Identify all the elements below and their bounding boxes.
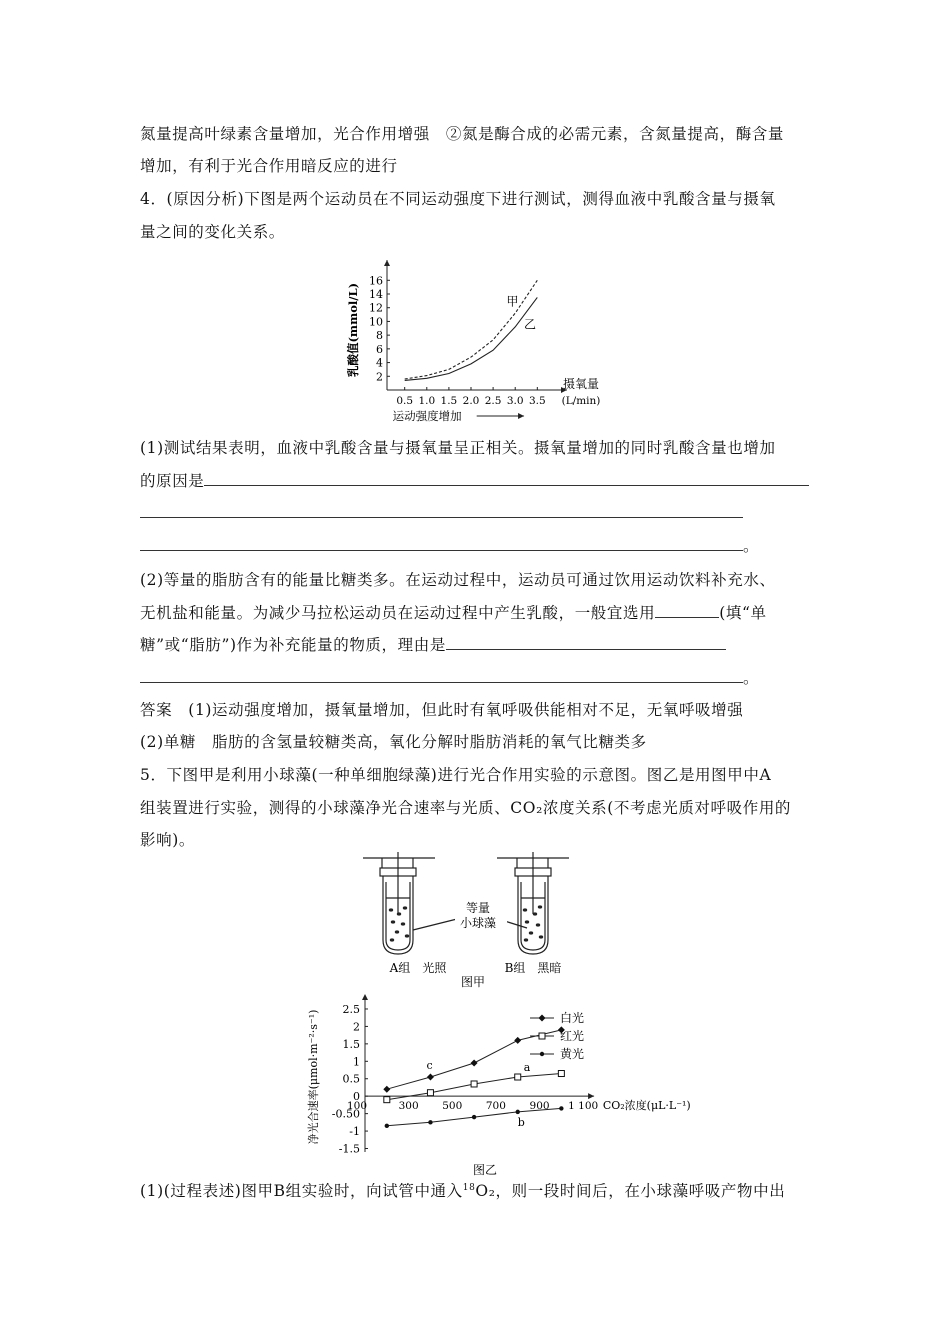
y-tick-label: 0: [353, 1090, 360, 1104]
answer-line: (2)单糖 脂肪的含氢量较糖类高，氧化分解时脂肪消耗的氧气比糖类多: [140, 733, 647, 751]
x-extra-label: 运动强度增加: [392, 409, 462, 423]
question-4-line: 量之间的变化关系。: [140, 223, 285, 241]
y-tick-label: -0.50: [331, 1107, 360, 1121]
y-tick-label: 10: [369, 315, 383, 329]
legend-marker-white-light: [539, 1015, 546, 1022]
question-4-2-line: [140, 634, 726, 656]
y-tick-label: 0.5: [342, 1072, 360, 1086]
question-text: 无机盐和能量。为减少马拉松运动员在运动过程中产生乳酸，一般宜选用: [140, 604, 656, 622]
question-text: (1)(过程表述)图甲B组实验时，向试管中通入: [140, 1182, 463, 1201]
series-line-white-light: [387, 1030, 562, 1089]
y-tick-label: -1.5: [338, 1142, 360, 1156]
question-5-line: 影响)。: [140, 831, 195, 849]
series-label-jia: 甲: [506, 294, 519, 309]
question-4-line: 4．(原因分析)下图是两个运动员在不同运动强度下进行测试，测得血液中乳酸含量与摄氧: [140, 190, 776, 208]
x-axis-arrow: [588, 1093, 594, 1099]
chart-caption: 图乙: [472, 1163, 498, 1177]
question-text: (填“单: [719, 604, 767, 622]
x-tick-label: 1 100: [568, 1100, 599, 1113]
y-tick-label: 14: [369, 288, 383, 301]
y-tick-label: 1: [353, 1055, 360, 1069]
y-tick-label: -1: [349, 1125, 360, 1139]
question-5-line: 组装置进行实验，测得的小球藻净光合速率与光质、CO₂浓度关系(不考虑光质对呼吸作用的: [140, 799, 792, 817]
annotation-a: a: [523, 1061, 531, 1074]
label-equal-amount: 等量: [465, 901, 491, 915]
y-tick-label: 8: [376, 329, 383, 343]
answer-blank[interactable]: [140, 668, 743, 683]
legend-marker-red-light: [539, 1033, 545, 1039]
x-tick-label: 1.5: [440, 395, 458, 407]
data-point-red-light: [558, 1071, 564, 1077]
data-point-red-light: [471, 1081, 477, 1087]
data-point-yellow-light: [385, 1124, 389, 1128]
x-tick-label: 900: [529, 1100, 550, 1113]
data-point-yellow-light: [428, 1120, 432, 1124]
legend-label-white-light: 白光: [560, 1011, 585, 1025]
y-tick-label: 4: [376, 356, 383, 370]
question-5-line: 5．下图甲是利用小球藻(一种单细胞绿藻)进行光合作用实验的示意图。图乙是用图甲中A: [140, 766, 772, 784]
period: 。: [743, 669, 760, 687]
x-tick-label: 2.0: [462, 395, 480, 407]
y-tick-label: 2: [353, 1020, 360, 1034]
y-tick-label: 2: [376, 370, 383, 384]
x-axis-unit: (L/min): [561, 395, 601, 407]
legend-label-red-light: 红光: [560, 1029, 585, 1043]
data-point-white-light: [514, 1037, 521, 1044]
x-tick-label: 1.0: [418, 395, 436, 407]
data-point-white-light: [383, 1086, 390, 1093]
isotope-superscript: 18: [462, 1183, 476, 1193]
intensity-arrowhead: [518, 413, 524, 419]
net-photosynthesis-chart: [295, 990, 691, 1177]
question-4-2-line: [140, 602, 767, 624]
answer-blank[interactable]: [140, 517, 743, 518]
x-tick-label: 300: [398, 1100, 419, 1113]
y-axis-label: 净光合速率(μmol·m⁻²·s⁻¹): [307, 1009, 320, 1145]
data-point-yellow-light: [516, 1110, 520, 1114]
figure-a-caption: 图甲: [460, 975, 486, 989]
x-tick-label: 700: [485, 1100, 506, 1113]
answer-blank[interactable]: [446, 635, 726, 650]
data-point-yellow-light: [472, 1115, 476, 1119]
legend-marker-yellow-light: [540, 1052, 544, 1056]
question-text: 的原因是: [140, 472, 205, 490]
x-tick-label: 3.5: [528, 395, 546, 407]
x-axis-label: 摄氧量: [562, 377, 600, 391]
label-group-b: B组 黑暗: [504, 961, 562, 975]
question-text: 糖”或“脂肪”)作为补充能量的物质，理由是: [140, 636, 446, 654]
answer-blank[interactable]: [140, 536, 743, 551]
x-tick-label: 2.5: [484, 395, 502, 407]
label-group-a: A组 光照: [389, 961, 447, 975]
data-point-white-light: [427, 1074, 434, 1081]
question-text: O₂，则一段时间后，在小球藻呼吸产物中出: [475, 1182, 786, 1201]
data-point-red-light: [384, 1097, 390, 1103]
test-tube-figure: [355, 852, 575, 987]
question-4-2-line: [140, 667, 759, 689]
text-line: 氮量提高叶绿素含量增加，光合作用增强 ②氮是酶合成的必需元素，含氮量提高，酶含量: [140, 125, 785, 143]
y-axis-arrow: [362, 994, 368, 1000]
y-tick-label: 16: [369, 274, 383, 288]
series-label-yi: 乙: [524, 317, 537, 332]
answer-line: 答案 (1)运动强度增加，摄氧量增加，但此时有氧呼吸供能相对不足，无氧呼吸增强: [140, 701, 744, 719]
x-tick-label: 0.5: [396, 395, 414, 407]
question-4-2-line: (2)等量的脂肪含有的能量比糖类多。在运动过程中，运动员可通过饮用运动饮料补充水、: [140, 571, 776, 589]
label-algae: 小球藻: [459, 916, 497, 930]
data-point-yellow-light: [559, 1106, 563, 1110]
y-tick-label: 1.5: [342, 1037, 360, 1051]
x-tick-label: 100: [346, 1100, 368, 1113]
question-4-1-line: (1)测试结果表明，血液中乳酸含量与摄氧量呈正相关。摄氧量增加的同时乳酸含量也增加: [140, 439, 776, 457]
data-point-red-light: [515, 1074, 521, 1080]
legend-label-yellow-light: 黄光: [560, 1047, 585, 1061]
x-tick-label: 3.0: [506, 395, 524, 407]
data-point-red-light: [427, 1090, 433, 1096]
period: 。: [743, 537, 760, 555]
text-line: 增加，有利于光合作用暗反应的进行: [140, 157, 398, 175]
question-4-1-line: [140, 535, 759, 557]
y-tick-label: 6: [376, 342, 383, 356]
y-axis-label: 乳酸值(mmol/L): [346, 282, 360, 378]
y-axis-arrow: [384, 260, 390, 266]
annotation-c: c: [426, 1059, 433, 1072]
lactate-chart: [335, 258, 615, 428]
x-axis-label: CO₂浓度(μL·L⁻¹): [602, 1099, 691, 1113]
y-tick-label: 2.5: [342, 1002, 360, 1016]
question-4-1-line: [140, 470, 809, 492]
answer-blank[interactable]: [204, 471, 809, 486]
x-tick-label: 500: [442, 1100, 463, 1113]
answer-blank[interactable]: [655, 603, 719, 618]
annotation-b: b: [517, 1115, 525, 1129]
y-tick-label: 12: [369, 301, 383, 315]
data-point-white-light: [471, 1060, 478, 1067]
question-5-1-line: [140, 1177, 785, 1202]
